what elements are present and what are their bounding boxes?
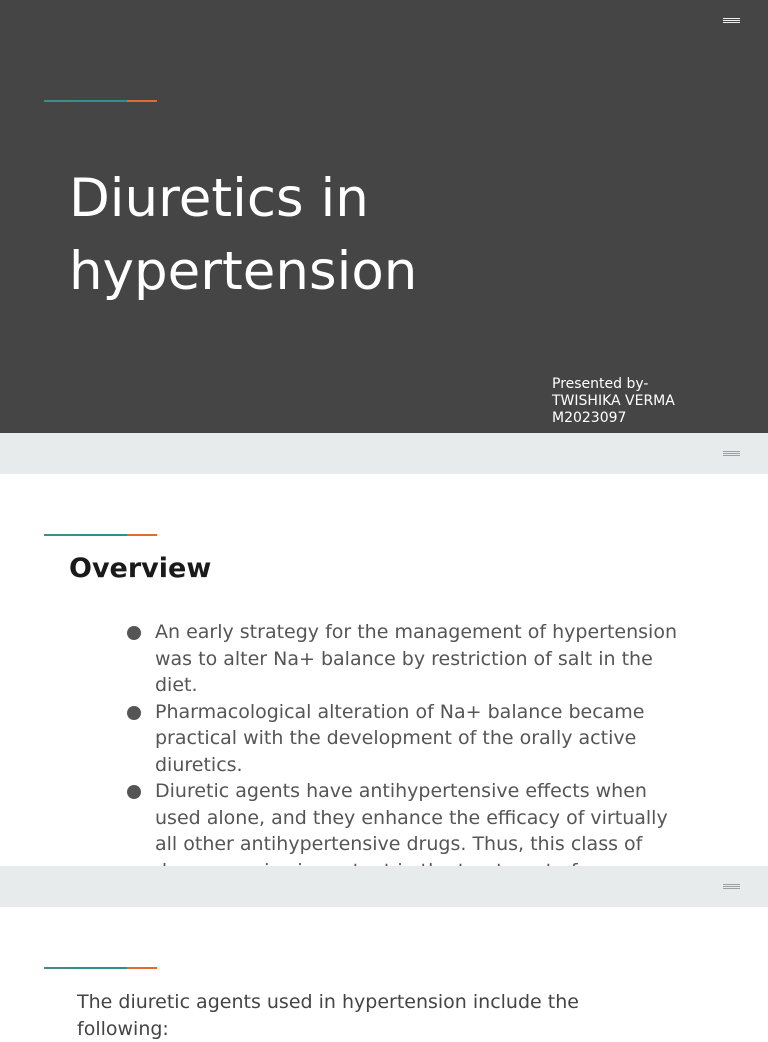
menu-icon[interactable]	[723, 18, 740, 23]
bullet-item	[127, 619, 687, 699]
slide-divider-bar	[0, 866, 768, 907]
bullet-icon	[127, 785, 141, 799]
agents-slide	[0, 907, 768, 1040]
presenter-name: TWISHIKA VERMA	[552, 393, 675, 409]
menu-icon[interactable]	[723, 451, 740, 456]
agents-intro-text: The diuretic agents used in hypertension include the following:	[77, 991, 579, 1040]
slide-heading: Overview	[69, 553, 212, 584]
bullet-icon	[127, 706, 141, 720]
bullet-item	[127, 699, 687, 779]
menu-icon[interactable]	[723, 884, 740, 889]
bullet-text: An early strategy for the management of hypertension was to alter Na+ balance by restriction of salt in the diet.	[155, 621, 677, 696]
bullet-list	[127, 619, 687, 884]
presenter-label: Presented by-	[552, 376, 649, 392]
title-line-1: Diuretics in	[69, 168, 369, 229]
accent-line	[44, 100, 157, 102]
title-slide	[0, 0, 768, 433]
overview-slide	[0, 474, 768, 866]
bullet-icon	[127, 626, 141, 640]
presenter-info	[552, 376, 675, 427]
slide-divider-bar	[0, 433, 768, 474]
title-line-2: hypertension	[69, 241, 418, 302]
accent-line	[44, 534, 157, 536]
slide-title	[69, 162, 417, 308]
bullet-text: Diuretic agents have antihypertensive effects when used alone, and they enhance the efficacy of virtually all other antihypertensive drugs. Thus, this class of	[155, 780, 668, 855]
accent-line	[44, 967, 157, 969]
presenter-id: M2023097	[552, 410, 627, 426]
bullet-text: Pharmacological alteration of Na+ balance became practical with the development of the orally active diuretics.	[155, 700, 645, 776]
